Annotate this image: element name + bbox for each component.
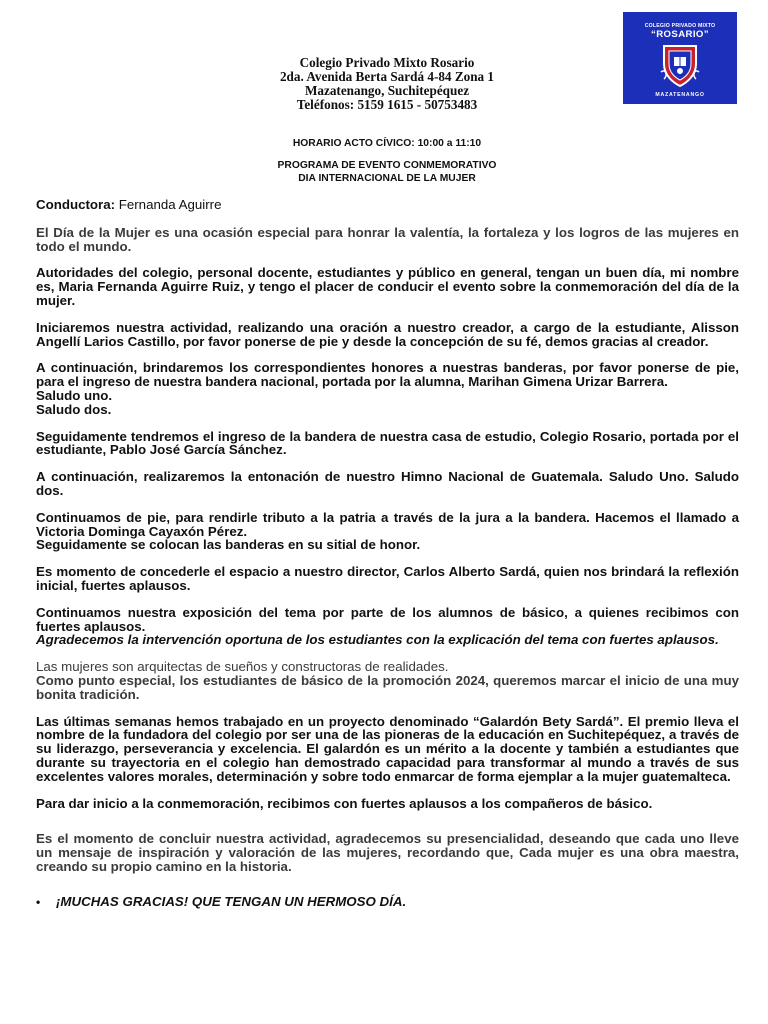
school-header: [200, 56, 574, 112]
schedule-heading: HORARIO ACTO CÍVICO: 10:00 a 11:10: [292, 138, 482, 149]
architects-text: Las mujeres son arquitectas de sueños y constructoras de realidades.: [36, 659, 449, 675]
award-paragraph: Las últimas semanas hemos trabajado en un proyecto denominado “Galardón Bety Sardá”. El premio lleva el nombre de la fundadora del colegio por ser una de las pioneras de la educación en Suchitepéquez, a través de su liderazgo, perseverancia y excelencia. El galardón es un mérito a la docente y también a estudiantes que durante su trayectoria en el colegio han demostrado capacidad para transformar al mundo a través de sus excelentes valores morales, determinación y sobre todo enmarcar de forma ejemplar a la mujer guatemalteca.: [36, 713, 739, 784]
shield-icon: [660, 42, 700, 88]
salute-one: Saludo uno.: [36, 387, 113, 403]
oath-text: Continuamos de pie, para rendirle tributo a la patria a través de la jura a la bandera. Hacemos el llamado a Victoria Dominga Cayaxón Pérez.: [36, 509, 739, 539]
closing-paragraph: Es el momento de concluir nuestra actividad, agradecemos su presencialidad, deseando que cada uno lleve un mensaje de inspiración y valoración de las mujeres, recordando que, Cada mujer es una obra maestra, creando su propio camino en la historia.: [36, 831, 739, 874]
director-paragraph: Es momento de concederle el espacio a nuestro director, Carlos Alberto Sardá, quien nos brindará la reflexión inicial, fuertes aplausos.: [36, 564, 739, 593]
exposition-text: Continuamos nuestra exposición del tema por parte de los alumnos de básico, a quienes recibimos con fuertes aplausos.: [36, 604, 739, 634]
bullet-icon: •: [36, 894, 41, 909]
school-phones: Teléfonos: 5159 1615 - 50753483: [296, 97, 478, 112]
oath-paragraph: [36, 511, 739, 552]
program-title-line1: PROGRAMA DE EVENTO CONMEMORATIVO: [277, 160, 497, 171]
honors-paragraph: [36, 361, 739, 416]
intro-paragraph: El Día de la Mujer es una ocasión especial para honrar la valentía, la fortaleza y los logros de las mujeres en todo el mundo.: [36, 224, 739, 254]
final-thanks: ¡MUCHAS GRACIAS! QUE TENGAN UN HERMOSO DÍA.: [56, 893, 407, 909]
exposition-paragraph: [36, 606, 739, 647]
host-name: Fernanda Aguirre: [115, 197, 222, 212]
prayer-paragraph: Iniciaremos nuestra actividad, realizando una oración a nuestro creador, a cargo de la estudiante, Alisson Angellí Larios Castillo, por favor ponerse de pie y desde la concepción de su fé, demos gracias al creador.: [36, 319, 739, 349]
anthem-paragraph: A continuación, realizaremos la entonación de nuestro Himno Nacional de Guatemala. Saludo Uno. Saludo dos.: [36, 469, 739, 498]
school-name: Colegio Privado Mixto Rosario: [299, 55, 475, 70]
start-paragraph: Para dar inicio a la conmemoración, recibimos con fuertes aplausos a los compañeros de básico.: [36, 795, 653, 811]
final-bullet-item: [36, 895, 739, 910]
program-title-line2: DIA INTERNACIONAL DE LA MUJER: [298, 173, 476, 184]
honors-text: A continuación, brindaremos los correspondientes honores a nuestras banderas, por favor ponerse de pie, para el ingreso de nuestra bandera nacional, portada por la alumna, Marihan Gimena Urizar Barrera.: [36, 360, 739, 390]
greeting-paragraph: Autoridades del colegio, personal docente, estudiantes y público en general, tengan un buen día, mi nombre es, Maria Fernanda Aguirre Ruiz, y tengo el placer de conducir el evento sobre la conmemoración del día de la mujer.: [36, 265, 739, 308]
flags-place-text: Seguidamente se colocan las banderas en su sitial de honor.: [36, 537, 421, 553]
salute-two: Saludo dos.: [36, 401, 112, 417]
special-text: Como punto especial, los estudiantes de básico de la promoción 2024, queremos marcar el inicio de una muy bonita tradición.: [36, 672, 739, 702]
logo-name: “ROSARIO”: [651, 29, 709, 40]
thanks-italic-text: Agradecemos la intervención oportuna de los estudiantes con la explicación del tema con fuertes aplausos.: [36, 632, 719, 648]
program-body: [36, 198, 739, 909]
school-city: Mazatenango, Suchitepéquez: [304, 83, 470, 98]
school-flag-paragraph: Seguidamente tendremos el ingreso de la bandera de nuestra casa de estudio, Colegio Rosario, portada por el estudiante, Pablo José García Sánchez.: [36, 428, 739, 458]
school-address: 2da. Avenida Berta Sardá 4-84 Zona 1: [279, 69, 495, 84]
school-logo: [623, 12, 737, 104]
host-line: [36, 198, 739, 212]
logo-top-text: COLEGIO PRIVADO MIXTO: [644, 23, 716, 29]
host-label: Conductora:: [36, 197, 116, 212]
logo-city-text: MAZATENANGO: [655, 92, 705, 98]
special-paragraph: [36, 660, 739, 701]
